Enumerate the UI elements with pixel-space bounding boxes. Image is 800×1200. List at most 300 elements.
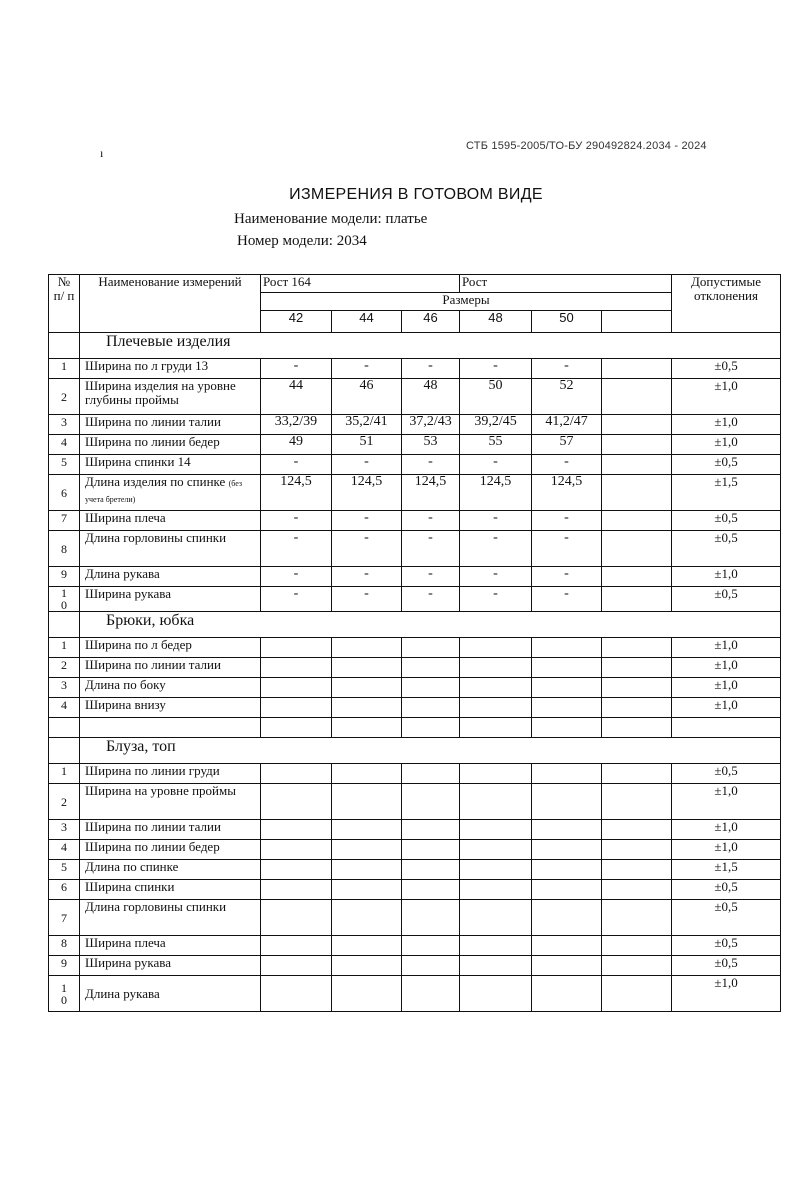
value-cell: - — [332, 587, 402, 612]
value-cell — [460, 658, 532, 678]
value-cell — [261, 956, 332, 976]
value-cell: - — [460, 359, 532, 379]
measurement-name-text: Ширина плеча — [85, 935, 166, 950]
table-row — [49, 698, 781, 718]
value-cell — [261, 638, 332, 658]
measurement-name — [80, 860, 261, 880]
measurement-name — [80, 587, 261, 612]
value-cell — [261, 860, 332, 880]
column-header-number: № п/ п — [49, 275, 80, 333]
measurement-name-text: Ширина внизу — [85, 697, 166, 712]
measurement-name-text: Длина рукава — [85, 985, 160, 1001]
value-cell: - — [460, 511, 532, 531]
value-cell: - — [261, 567, 332, 587]
value-cell — [602, 880, 672, 900]
value-cell — [261, 820, 332, 840]
table-row — [49, 455, 781, 475]
tolerance-cell: ±0,5 — [672, 531, 781, 567]
value-cell — [602, 956, 672, 976]
value-cell — [602, 567, 672, 587]
value-cell — [460, 900, 532, 936]
row-number-digit: 1 — [61, 980, 67, 995]
row-number: 4 — [49, 840, 80, 860]
size-header-50: 50 — [532, 311, 602, 333]
value-cell — [261, 880, 332, 900]
measurement-name — [80, 976, 261, 1012]
table-row — [49, 820, 781, 840]
table-row — [49, 638, 781, 658]
value-cell — [402, 784, 460, 820]
measurement-name — [80, 379, 261, 415]
value-cell: - — [261, 455, 332, 475]
value-cell: 37,2/43 — [402, 415, 460, 435]
table-row — [49, 531, 781, 567]
tolerance-cell: ±0,5 — [672, 359, 781, 379]
value-cell — [332, 976, 402, 1012]
row-number: 5 — [49, 455, 80, 475]
value-cell: 124,5 — [261, 475, 332, 511]
value-cell: - — [332, 359, 402, 379]
model-name: Наименование модели: платье — [234, 211, 428, 227]
row-number: 1 — [49, 359, 80, 379]
row-number: 6 — [49, 880, 80, 900]
value-cell — [532, 678, 602, 698]
value-cell — [532, 658, 602, 678]
value-cell — [460, 764, 532, 784]
value-cell: 53 — [402, 435, 460, 455]
column-header-name: Наименование измерений — [80, 275, 261, 333]
value-cell — [602, 475, 672, 511]
measurement-name-text: Ширина по линии бедер — [85, 839, 220, 854]
value-cell — [602, 415, 672, 435]
value-cell — [532, 860, 602, 880]
value-cell — [460, 784, 532, 820]
value-cell: - — [532, 455, 602, 475]
row-number: 4 — [49, 698, 80, 718]
table-row — [49, 860, 781, 880]
value-cell — [602, 359, 672, 379]
height-label-2: Рост — [460, 275, 672, 293]
table-row — [49, 587, 781, 612]
value-cell — [532, 764, 602, 784]
size-header-46: 46 — [402, 311, 460, 333]
value-cell: 55 — [460, 435, 532, 455]
measurement-name-text: Длина горловины спинки — [85, 899, 227, 914]
value-cell: - — [332, 511, 402, 531]
table-row — [49, 764, 781, 784]
value-cell — [602, 379, 672, 415]
measurement-name — [80, 840, 261, 860]
measurement-name-text: Ширина на уровне проймы — [85, 783, 236, 798]
measurement-name — [80, 511, 261, 531]
value-cell: - — [532, 359, 602, 379]
measurements-table — [48, 274, 781, 1012]
value-cell — [261, 764, 332, 784]
row-number: 6 — [49, 475, 80, 511]
row-number: 2 — [49, 658, 80, 678]
empty-cell — [402, 718, 460, 738]
page-title: ИЗМЕРЕНИЯ В ГОТОВОМ ВИДЕ — [289, 186, 543, 203]
value-cell: - — [532, 587, 602, 612]
value-cell: - — [460, 587, 532, 612]
section-number-cell — [49, 738, 80, 764]
measurement-name-text: Ширина по линии талии — [85, 414, 221, 429]
measurement-name-text: Длина по боку — [85, 677, 166, 692]
tolerance-cell: ±0,5 — [672, 587, 781, 612]
value-cell — [460, 956, 532, 976]
value-cell: 49 — [261, 435, 332, 455]
value-cell — [602, 698, 672, 718]
measurement-name-text: Ширина изделия на уровне глубины проймы — [85, 378, 236, 407]
tolerance-cell: ±1,0 — [672, 678, 781, 698]
table-row — [49, 415, 781, 435]
value-cell — [402, 764, 460, 784]
table-row — [49, 435, 781, 455]
value-cell — [460, 820, 532, 840]
value-cell — [402, 638, 460, 658]
value-cell: - — [532, 511, 602, 531]
tolerance-cell: ±1,0 — [672, 698, 781, 718]
value-cell — [332, 860, 402, 880]
tolerance-cell: ±1,0 — [672, 976, 781, 1012]
measurement-name-text: Длина горловины спинки — [85, 530, 227, 545]
tolerance-cell: ±0,5 — [672, 936, 781, 956]
value-cell — [532, 900, 602, 936]
value-cell — [332, 658, 402, 678]
row-number-digit: 1 — [61, 586, 67, 600]
value-cell — [402, 936, 460, 956]
value-cell — [602, 658, 672, 678]
measurement-name — [80, 880, 261, 900]
value-cell — [460, 880, 532, 900]
value-cell — [332, 900, 402, 936]
value-cell — [460, 638, 532, 658]
value-cell — [261, 936, 332, 956]
value-cell — [402, 678, 460, 698]
value-cell — [532, 698, 602, 718]
value-cell — [460, 678, 532, 698]
value-cell — [532, 936, 602, 956]
tolerance-cell: ±0,5 — [672, 764, 781, 784]
value-cell — [602, 511, 672, 531]
row-number: 4 — [49, 435, 80, 455]
table-row — [49, 379, 781, 415]
tolerance-cell: ±1,0 — [672, 658, 781, 678]
value-cell: - — [332, 455, 402, 475]
row-number: 5 — [49, 860, 80, 880]
row-number: 3 — [49, 415, 80, 435]
value-cell — [332, 880, 402, 900]
value-cell: - — [261, 511, 332, 531]
row-number: 7 — [49, 900, 80, 936]
tolerance-cell: ±1,0 — [672, 415, 781, 435]
row-number: 9 — [49, 956, 80, 976]
column-header-tolerance: Допустимые отклонения — [672, 275, 781, 333]
measurement-name-text: Ширина рукава — [85, 586, 171, 601]
value-cell: - — [402, 455, 460, 475]
value-cell: 124,5 — [332, 475, 402, 511]
empty-cell — [532, 718, 602, 738]
value-cell — [261, 900, 332, 936]
value-cell: 51 — [332, 435, 402, 455]
value-cell — [532, 784, 602, 820]
value-cell — [602, 900, 672, 936]
value-cell: - — [460, 455, 532, 475]
empty-cell — [460, 718, 532, 738]
value-cell: - — [402, 359, 460, 379]
value-cell — [332, 784, 402, 820]
tolerance-cell: ±1,0 — [672, 435, 781, 455]
value-cell: - — [532, 567, 602, 587]
value-cell: 44 — [261, 379, 332, 415]
table-row — [49, 976, 781, 1012]
value-cell: 124,5 — [460, 475, 532, 511]
value-cell — [460, 860, 532, 880]
value-cell: - — [402, 531, 460, 567]
measurement-name — [80, 658, 261, 678]
value-cell — [532, 880, 602, 900]
value-cell — [602, 587, 672, 612]
value-cell: - — [460, 567, 532, 587]
value-cell — [602, 678, 672, 698]
value-cell: 57 — [532, 435, 602, 455]
value-cell: - — [261, 359, 332, 379]
value-cell: 35,2/41 — [332, 415, 402, 435]
table-row — [49, 678, 781, 698]
value-cell — [402, 900, 460, 936]
value-cell — [460, 936, 532, 956]
measurement-note: (без учета бретели) — [85, 479, 243, 504]
row-number: 1 — [49, 764, 80, 784]
value-cell — [602, 638, 672, 658]
measurement-name-text: Ширина спинки 14 — [85, 454, 191, 469]
value-cell: - — [460, 531, 532, 567]
standard-code: СТБ 1595-2005/ТО-БУ 290492824.2034 - 2024 — [466, 140, 707, 152]
tolerance-cell: ±0,5 — [672, 455, 781, 475]
row-number: 2 — [49, 379, 80, 415]
section-title: Плечевые изделия — [80, 333, 781, 359]
table-row — [49, 475, 781, 511]
empty-cell — [332, 718, 402, 738]
value-cell: 33,2/39 — [261, 415, 332, 435]
tolerance-cell: ±1,5 — [672, 860, 781, 880]
measurement-name — [80, 531, 261, 567]
row-number: 7 — [49, 511, 80, 531]
value-cell — [261, 976, 332, 1012]
measurement-name — [80, 638, 261, 658]
value-cell: - — [332, 567, 402, 587]
measurement-name — [80, 956, 261, 976]
value-cell — [261, 840, 332, 860]
measurement-name — [80, 820, 261, 840]
value-cell — [532, 956, 602, 976]
value-cell — [602, 455, 672, 475]
measurement-name-text: Ширина по линии бедер — [85, 434, 220, 449]
value-cell — [332, 678, 402, 698]
table-row — [49, 784, 781, 820]
measurement-name-text: Ширина рукава — [85, 955, 171, 970]
row-number: 9 — [49, 567, 80, 587]
tolerance-cell: ±1,0 — [672, 567, 781, 587]
value-cell — [602, 840, 672, 860]
row-number: 3 — [49, 678, 80, 698]
row-number: 1 — [49, 638, 80, 658]
value-cell: 41,2/47 — [532, 415, 602, 435]
row-number-digit: 0 — [61, 992, 67, 1007]
value-cell — [332, 698, 402, 718]
value-cell — [602, 531, 672, 567]
table-row — [49, 511, 781, 531]
measurement-name — [80, 764, 261, 784]
value-cell — [602, 976, 672, 1012]
section-title: Брюки, юбка — [80, 612, 781, 638]
size-header-42: 42 — [261, 311, 332, 333]
value-cell — [532, 820, 602, 840]
value-cell: 39,2/45 — [460, 415, 532, 435]
value-cell — [532, 840, 602, 860]
header-tick-mark: ı — [100, 146, 104, 160]
tolerance-cell: ±1,0 — [672, 820, 781, 840]
measurement-name — [80, 936, 261, 956]
value-cell — [602, 784, 672, 820]
measurement-name-text: Ширина по линии груди — [85, 763, 220, 778]
value-cell: - — [261, 531, 332, 567]
value-cell — [402, 698, 460, 718]
value-cell: - — [332, 531, 402, 567]
value-cell: - — [402, 511, 460, 531]
empty-cell — [49, 718, 80, 738]
sizes-label: Размеры — [261, 293, 672, 311]
value-cell: - — [532, 531, 602, 567]
empty-row — [49, 718, 781, 738]
row-number: 8 — [49, 936, 80, 956]
measurement-name — [80, 475, 261, 511]
measurement-name — [80, 784, 261, 820]
measurement-name-text: Длина по спинке — [85, 859, 179, 874]
value-cell — [261, 658, 332, 678]
value-cell — [261, 698, 332, 718]
value-cell: - — [402, 567, 460, 587]
value-cell — [602, 764, 672, 784]
tolerance-cell: ±0,5 — [672, 511, 781, 531]
measurement-name-text: Ширина плеча — [85, 510, 166, 525]
model-number: Номер модели: 2034 — [237, 233, 367, 249]
table-row — [49, 567, 781, 587]
value-cell — [332, 936, 402, 956]
value-cell: 124,5 — [402, 475, 460, 511]
empty-cell — [80, 718, 261, 738]
value-cell — [532, 638, 602, 658]
measurement-name-text: Ширина по линии талии — [85, 819, 221, 834]
tolerance-cell: ±1,0 — [672, 638, 781, 658]
empty-cell — [672, 718, 781, 738]
value-cell — [332, 764, 402, 784]
value-cell — [602, 860, 672, 880]
measurement-name — [80, 900, 261, 936]
value-cell — [402, 840, 460, 860]
tolerance-cell: ±1,5 — [672, 475, 781, 511]
value-cell: - — [261, 587, 332, 612]
value-cell — [261, 784, 332, 820]
size-header-44: 44 — [332, 311, 402, 333]
measurement-name — [80, 678, 261, 698]
value-cell — [402, 976, 460, 1012]
value-cell — [402, 860, 460, 880]
table-row — [49, 956, 781, 976]
row-number: 3 — [49, 820, 80, 840]
value-cell — [402, 956, 460, 976]
value-cell — [460, 840, 532, 860]
value-cell: 48 — [402, 379, 460, 415]
row-number — [49, 587, 80, 612]
measurement-name-text: Ширина по л бедер — [85, 637, 192, 652]
row-number: 8 — [49, 531, 80, 567]
value-cell: 46 — [332, 379, 402, 415]
empty-cell — [261, 718, 332, 738]
value-cell — [532, 976, 602, 1012]
tolerance-cell: ±0,5 — [672, 956, 781, 976]
measurement-name — [80, 359, 261, 379]
value-cell: 52 — [532, 379, 602, 415]
measurement-name-text: Ширина по линии талии — [85, 657, 221, 672]
value-cell — [261, 678, 332, 698]
value-cell — [602, 936, 672, 956]
row-number-digit: 0 — [61, 598, 67, 612]
measurement-name — [80, 415, 261, 435]
value-cell — [332, 840, 402, 860]
value-cell: 124,5 — [532, 475, 602, 511]
value-cell — [332, 820, 402, 840]
row-number — [49, 976, 80, 1012]
table-row — [49, 880, 781, 900]
height-label-1: Рост 164 — [261, 275, 460, 293]
table-row — [49, 359, 781, 379]
table-row — [49, 900, 781, 936]
value-cell — [402, 820, 460, 840]
value-cell — [602, 820, 672, 840]
section-number-cell — [49, 333, 80, 359]
section-number-cell — [49, 612, 80, 638]
value-cell — [602, 435, 672, 455]
table-row — [49, 658, 781, 678]
measurement-name-text: Длина изделия по спинке — [85, 474, 226, 489]
value-cell: 50 — [460, 379, 532, 415]
measurement-name — [80, 698, 261, 718]
measurement-name-text: Ширина спинки — [85, 879, 175, 894]
table-row — [49, 936, 781, 956]
tolerance-cell: ±1,0 — [672, 379, 781, 415]
value-cell — [332, 638, 402, 658]
row-number: 2 — [49, 784, 80, 820]
measurement-name-text: Длина рукава — [85, 566, 160, 581]
section-title: Блуза, топ — [80, 738, 781, 764]
tolerance-cell: ±1,0 — [672, 784, 781, 820]
measurement-name — [80, 435, 261, 455]
tolerance-cell: ±0,5 — [672, 900, 781, 936]
value-cell — [460, 976, 532, 1012]
value-cell — [402, 658, 460, 678]
size-header-blank — [602, 311, 672, 333]
tolerance-cell: ±0,5 — [672, 880, 781, 900]
value-cell: - — [402, 587, 460, 612]
table-row — [49, 840, 781, 860]
value-cell — [332, 956, 402, 976]
size-header-48: 48 — [460, 311, 532, 333]
measurement-name — [80, 567, 261, 587]
value-cell — [402, 880, 460, 900]
empty-cell — [602, 718, 672, 738]
measurement-name — [80, 455, 261, 475]
